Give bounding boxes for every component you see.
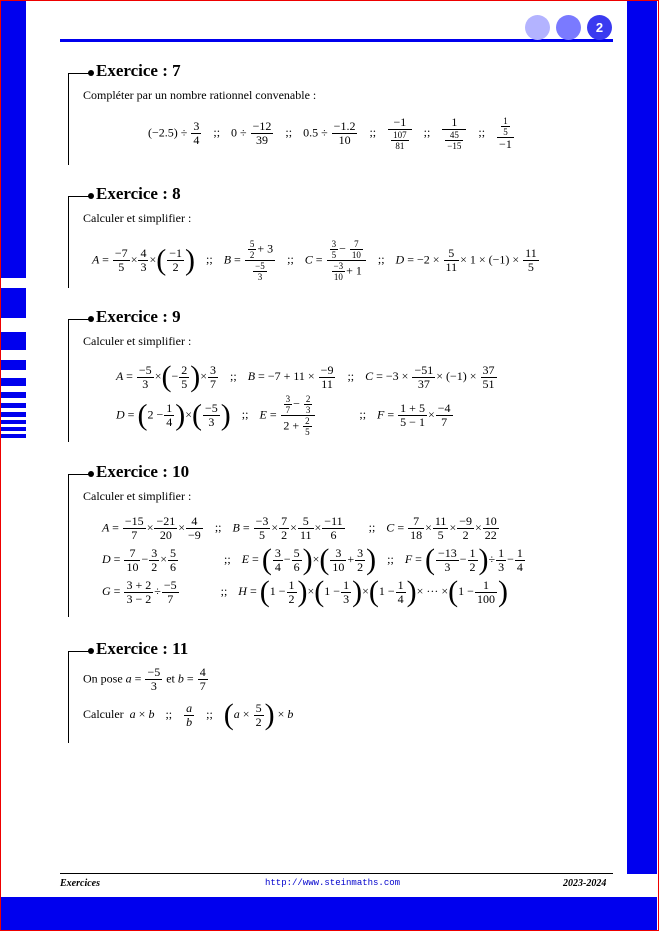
- exercise-title: Exercice : 10: [96, 462, 190, 481]
- footer-url-link[interactable]: http://www.steinmaths.com: [265, 878, 401, 888]
- exercise-8-expressions: A = $\frac{-7}{5}$ × $\frac{4}{3}$ ×( $\frac{-1}{2}$ ) ;; B = $\frac{5}{2}$ + 3 $\frac{-5}{3}$ ;; C = $\frac{3}{5}$ − $\frac{7}{10}$ $\frac{-3}{10}$ + 1 ;; D = −2 × $\frac{5}{11}$ × 1 × (−1) × $\frac{11}{5}$: [92, 239, 537, 282]
- left-accent-bar: [1, 1, 26, 278]
- exercise-7: [68, 61, 618, 166]
- exercise-10-row-2: D = $\frac{7}{10}$ − $\frac{3}{2}$ × $\frac{5}{6}$ ;; E = ( $\frac{3}{4}$ − $\frac{5}{6}$ )×( $\frac{3}{10}$ + $\frac{3}{2}$ ) ;; F = ( $\frac{-13}{3}$ − $\frac{1}{2}$ )÷ $\frac{1}{3}$ − $\frac{1}{4}$: [102, 543, 523, 576]
- footer-left: Exercices: [60, 878, 100, 889]
- exercise-intro: Calculer et simplifier :: [83, 211, 192, 225]
- header-rule: [60, 39, 613, 42]
- right-accent-bar: [627, 1, 657, 874]
- footer-rule: [60, 873, 613, 874]
- left-accent-block: [1, 420, 26, 424]
- exercise-title: Exercice : 8: [96, 184, 181, 203]
- exercise-title: Exercice : 7: [96, 61, 181, 80]
- exercise-9-row-2: D = (2 − $\frac{1}{4}$ )×( $\frac{-5}{3}$ ) ;; E = $\frac{3}{7}$ − $\frac{2}{3}$ 2 + $\frac{2}{5}$ ;; F = $\frac{1 + 5}{5 - 1}$ × $\frac{-4}{7}$: [116, 394, 451, 437]
- exercise-10-row-3: G = $\frac{3 + 2}{3 - 2}$ ÷ $\frac{-5}{7}$ ;; H = (1 − $\frac{1}{2}$ )×(1 − $\frac{1}{3}$ )×(1 − $\frac{1}{4}$ )× ··· ×(1 − $\frac{1}{100}$ ): [102, 575, 508, 608]
- exercise-intro: Calculer et simplifier :: [83, 489, 192, 503]
- left-accent-block: [1, 288, 26, 318]
- exercise-9: [68, 307, 618, 442]
- page-number: 2: [587, 15, 612, 40]
- exercise-intro: Compléter par un nombre rationnel convenable :: [83, 88, 317, 102]
- left-accent-block: [1, 412, 26, 417]
- exercise-9-row-1: A = $\frac{-5}{3}$ ×(− $\frac{2}{5}$ )× $\frac{3}{7}$ ;; B = −7 + 11 × $\frac{-9}{11}$ ;; C = −3 × $\frac{-51}{37}$ × (−1) × $\frac{37}{51}$: [116, 360, 495, 393]
- exercise-title: Exercice : 11: [96, 639, 189, 658]
- exercise-intro: Calculer et simplifier :: [83, 334, 192, 348]
- exercise-11-definition: On pose a = $\frac{-5}{3}$ et b = $\frac{4}{7}$: [83, 665, 206, 693]
- exercise-title: Exercice : 9: [96, 307, 181, 326]
- header-dot-medium: [556, 15, 581, 40]
- left-accent-block: [1, 378, 26, 386]
- header-dot-light: [525, 15, 550, 40]
- exercise-8: [68, 184, 618, 289]
- exercise-10: [68, 462, 618, 617]
- exercise-10-row-1: A = $\frac{-15}{7}$ × $\frac{-21}{20}$ × $\frac{4}{-9}$ ;; B = $\frac{-3}{5}$ × $\frac{7}{2}$ × $\frac{5}{11}$ × $\frac{-11}{6}$ ;; C = $\frac{7}{18}$ × $\frac{11}{5}$ × $\frac{-9}{2}$ × $\frac{10}{22}$: [102, 514, 497, 542]
- footer-year: 2023-2024: [563, 878, 607, 889]
- left-accent-block: [1, 392, 26, 398]
- left-accent-block: [1, 434, 26, 438]
- exercise-7-expressions: (−2.5) ÷ $\frac{3}{4}$ ;; 0 ÷ $\frac{-12}{39}$ ;; 0.5 ÷ $\frac{-1.2}{10}$ ;; $\frac{-1}{\frac{107}{81}}$ ;; $\frac{1}{\frac{45}{-15}}$ ;; $\frac{\frac{1}{5}}{-1}$: [148, 115, 512, 151]
- left-accent-block: [1, 332, 26, 350]
- exercise-11-tasks: Calculer a × b ;; $\frac{a}{b}$ ;; (a × $\frac{5}{2}$ ) × b: [83, 698, 294, 731]
- left-accent-block: [1, 403, 26, 408]
- bottom-accent-bar: [1, 897, 657, 930]
- left-accent-block: [1, 360, 26, 370]
- exercise-11: [68, 639, 618, 744]
- left-accent-block: [1, 427, 26, 431]
